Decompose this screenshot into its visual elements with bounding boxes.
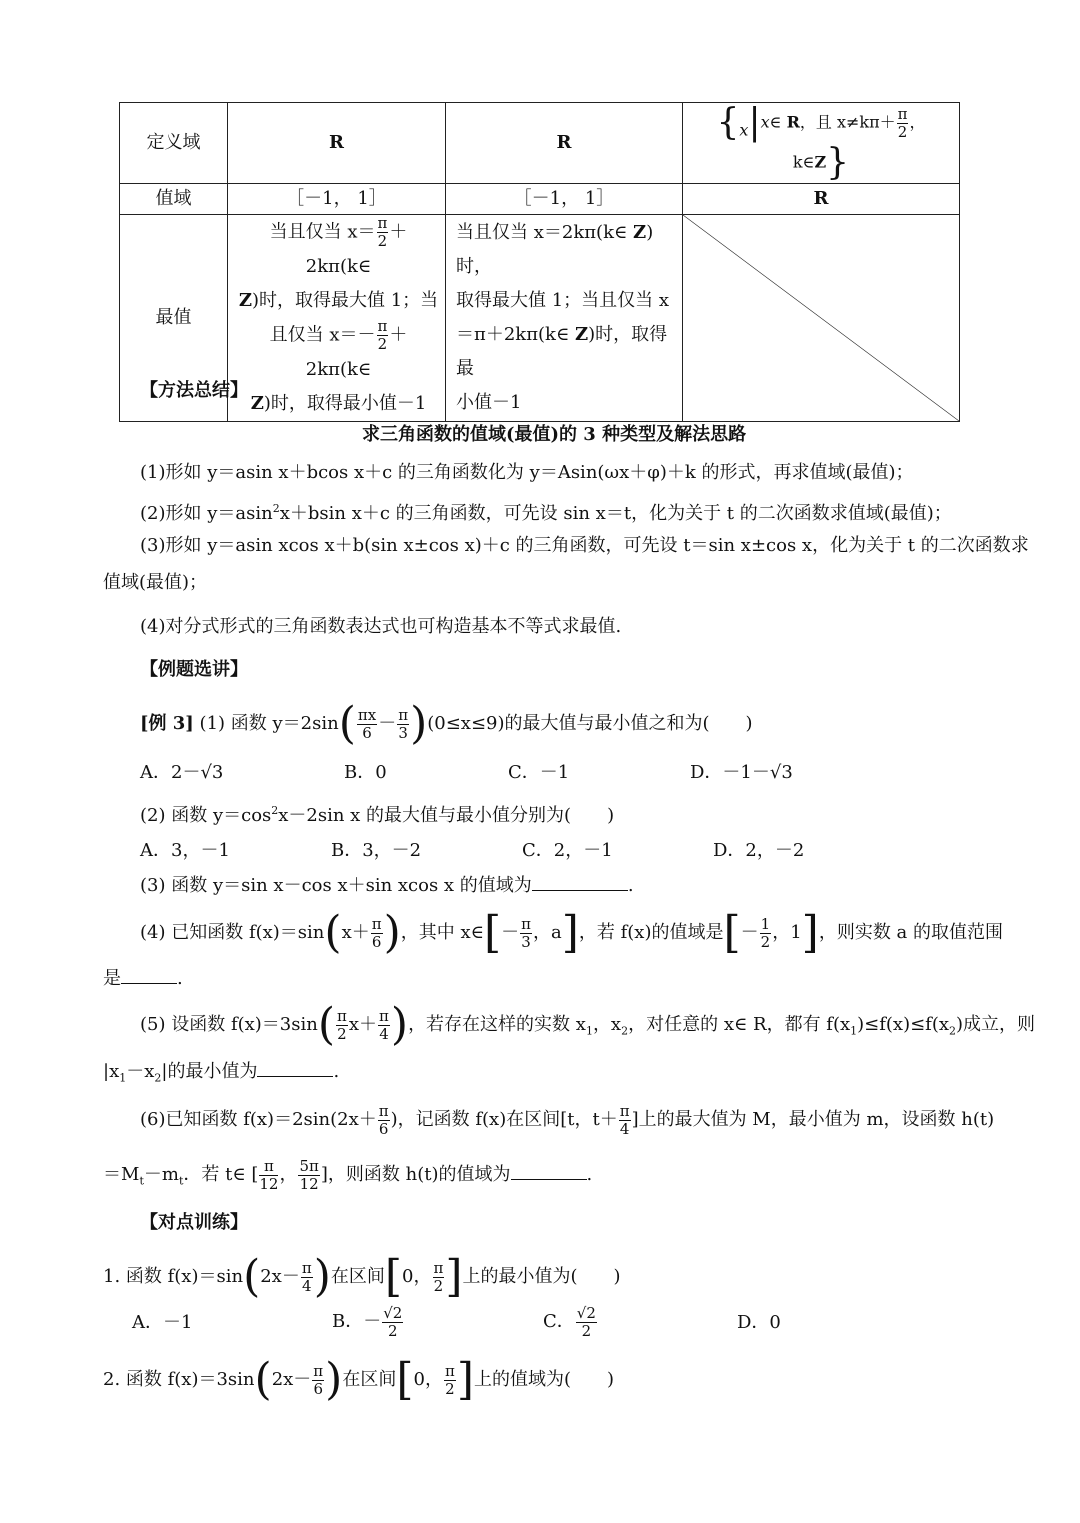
p1-option-b: B．－ $\frac{√2}{2}$ [332, 1303, 403, 1340]
tan-domain: {x|x∈ R，且 x≠kπ＋ $\frac{\pi}{2}$ ， k∈Z} [683, 103, 960, 184]
method-p3: (3)形如 y＝asin xcos x＋b(sin x±cos x)＋c 的三角函数，可先设 t＝sin x±cos x，化为关于 t 的二次函数求 [140, 535, 1029, 556]
method-p2: (2)形如 y＝asin$^2$x＋bsin x＋c 的三角函数，可先设 sin x＝t，化为关于 t 的二次函数求值域(最值)； [140, 502, 952, 524]
practice-p2: 2. 函数 f(x)＝3sin(2x－ $\frac{\pi}{6}$ )在区间[0， $\frac{\pi}{2}$ ]上的值域为( ) [103, 1354, 615, 1405]
examples-heading: 【例题选讲】 [140, 659, 248, 680]
sin-domain: R [228, 103, 446, 184]
cos-range: ［－1， 1］ [446, 184, 683, 215]
q2-option-d: D．2，－2 [713, 840, 805, 861]
practice-p1: 1. 函数 f(x)＝sin(2x－ $\frac{\pi}{4}$ )在区间[0， $\frac{\pi}{2}$ ]上的最小值为( ) [103, 1251, 621, 1302]
diagonal-line [683, 215, 959, 421]
answer-blank [511, 1163, 587, 1180]
answer-blank [121, 967, 177, 984]
sin-extrema: 当且仅当 x＝ $\frac{\pi}{2}$ ＋2kπ(k∈ Z)时，取得最大值 1；当 且仅当 x＝－ $\frac{\pi}{2}$ ＋2kπ(k∈ Z)时，取得最小值－1 [228, 215, 446, 422]
q1-option-b: B．0 [344, 762, 387, 783]
method-heading: 【方法总结】 [140, 380, 248, 401]
p1-option-a: A．－1 [132, 1312, 193, 1333]
method-p3-cont: 值域(最值)； [103, 572, 208, 593]
example-q6: (6)已知函数 f(x)＝2sin(2x＋ $\frac{\pi}{6}$ )，记函数 f(x)在区间[t，t＋ $\frac{\pi}{4}$ ]上的最大值为 M，最小值为 m，设函数 h(t) [140, 1101, 995, 1138]
example-q4-cont: 是 . [103, 968, 183, 989]
tan-extrema-empty-cell [683, 215, 960, 422]
q1-option-d: D．－1－√3 [690, 762, 793, 783]
method-p1: (1)形如 y＝asin x＋bcos x＋c 的三角函数化为 y＝Asin(ωx＋φ)＋k 的形式，再求值域(最值)； [140, 462, 914, 483]
row-header-extrema: 最值 [120, 215, 228, 422]
p1-option-d: D．0 [737, 1312, 781, 1333]
q2-option-c: C．2，－1 [522, 840, 613, 861]
cos-extrema: 当且仅当 x＝2kπ(k∈ Z)时， 取得最大值 1；当且仅当 x ＝π＋2kπ(k∈ Z)时，取得最 小值－1 [446, 215, 683, 422]
answer-blank [532, 874, 628, 891]
q1-option-c: C．－1 [508, 762, 570, 783]
q2-option-b: B．3，－2 [331, 840, 422, 861]
example-q4: (4) 已知函数 f(x)＝sin(x＋ $\frac{\pi}{6}$ )，其中 x∈[－ $\frac{\pi}{3}$ ，a]，若 f(x)的值域是[－ $\frac{1}{2}$ ，1]，则实数 a 的取值范围 [140, 907, 1004, 958]
example-q3: (3) 函数 y＝sin x－cos x＋sin xcos x 的值域为 . [140, 875, 634, 896]
p1-option-c: C． $\frac{√2}{2}$ [543, 1303, 596, 1340]
sin-range: ［－1， 1］ [228, 184, 446, 215]
example-q6-cont: $=M_t-m_t$．若 t∈ [ $\frac{\pi}{12}$ ， $\frac{5\pi}{12}$ ]，则函数 h(t)的值域为 . [103, 1156, 593, 1193]
tan-range: R [683, 184, 960, 215]
q1-option-a: A．2－√3 [140, 762, 224, 783]
cos-domain: R [446, 103, 683, 184]
example-q1: [例 3] (1) 函数 y＝2sin( $\frac{\pi x}{6}$ － $\frac{\pi}{3}$ )(0≤x≤9)的最大值与最小值之和为( ) [140, 698, 753, 749]
trig-properties-table [119, 102, 960, 422]
example-q2: (2) 函数 $y=\cos^2x-2\sin$ x 的最大值与最小值分别为( ) [140, 804, 615, 826]
row-header-range: 值域 [120, 184, 228, 215]
example-q5-cont: $|x_1-x_2|$的最小值为 . [103, 1061, 340, 1085]
row-header-domain: 定义域 [120, 103, 228, 184]
table-row-range [120, 184, 960, 215]
method-title: 求三角函数的值域(最值)的 3 种类型及解法思路 [362, 424, 747, 445]
table-row-domain [120, 103, 960, 184]
method-p4: (4)对分式形式的三角函数表达式也可构造基本不等式求最值. [140, 616, 622, 637]
example-q5: (5) 设函数 f(x)＝3sin( $\frac{\pi}{2}$ x＋ $\frac{\pi}{4}$ )，若存在这样的实数 $x_1$，$x_2$，对任意的 x∈ R，都有 $f(x_1)\le f(x)\le f(x_2)$成立，则 [140, 999, 1036, 1050]
q2-option-a: A．3，－1 [140, 840, 230, 861]
practice-heading: 【对点训练】 [140, 1212, 248, 1233]
answer-blank [257, 1060, 333, 1077]
